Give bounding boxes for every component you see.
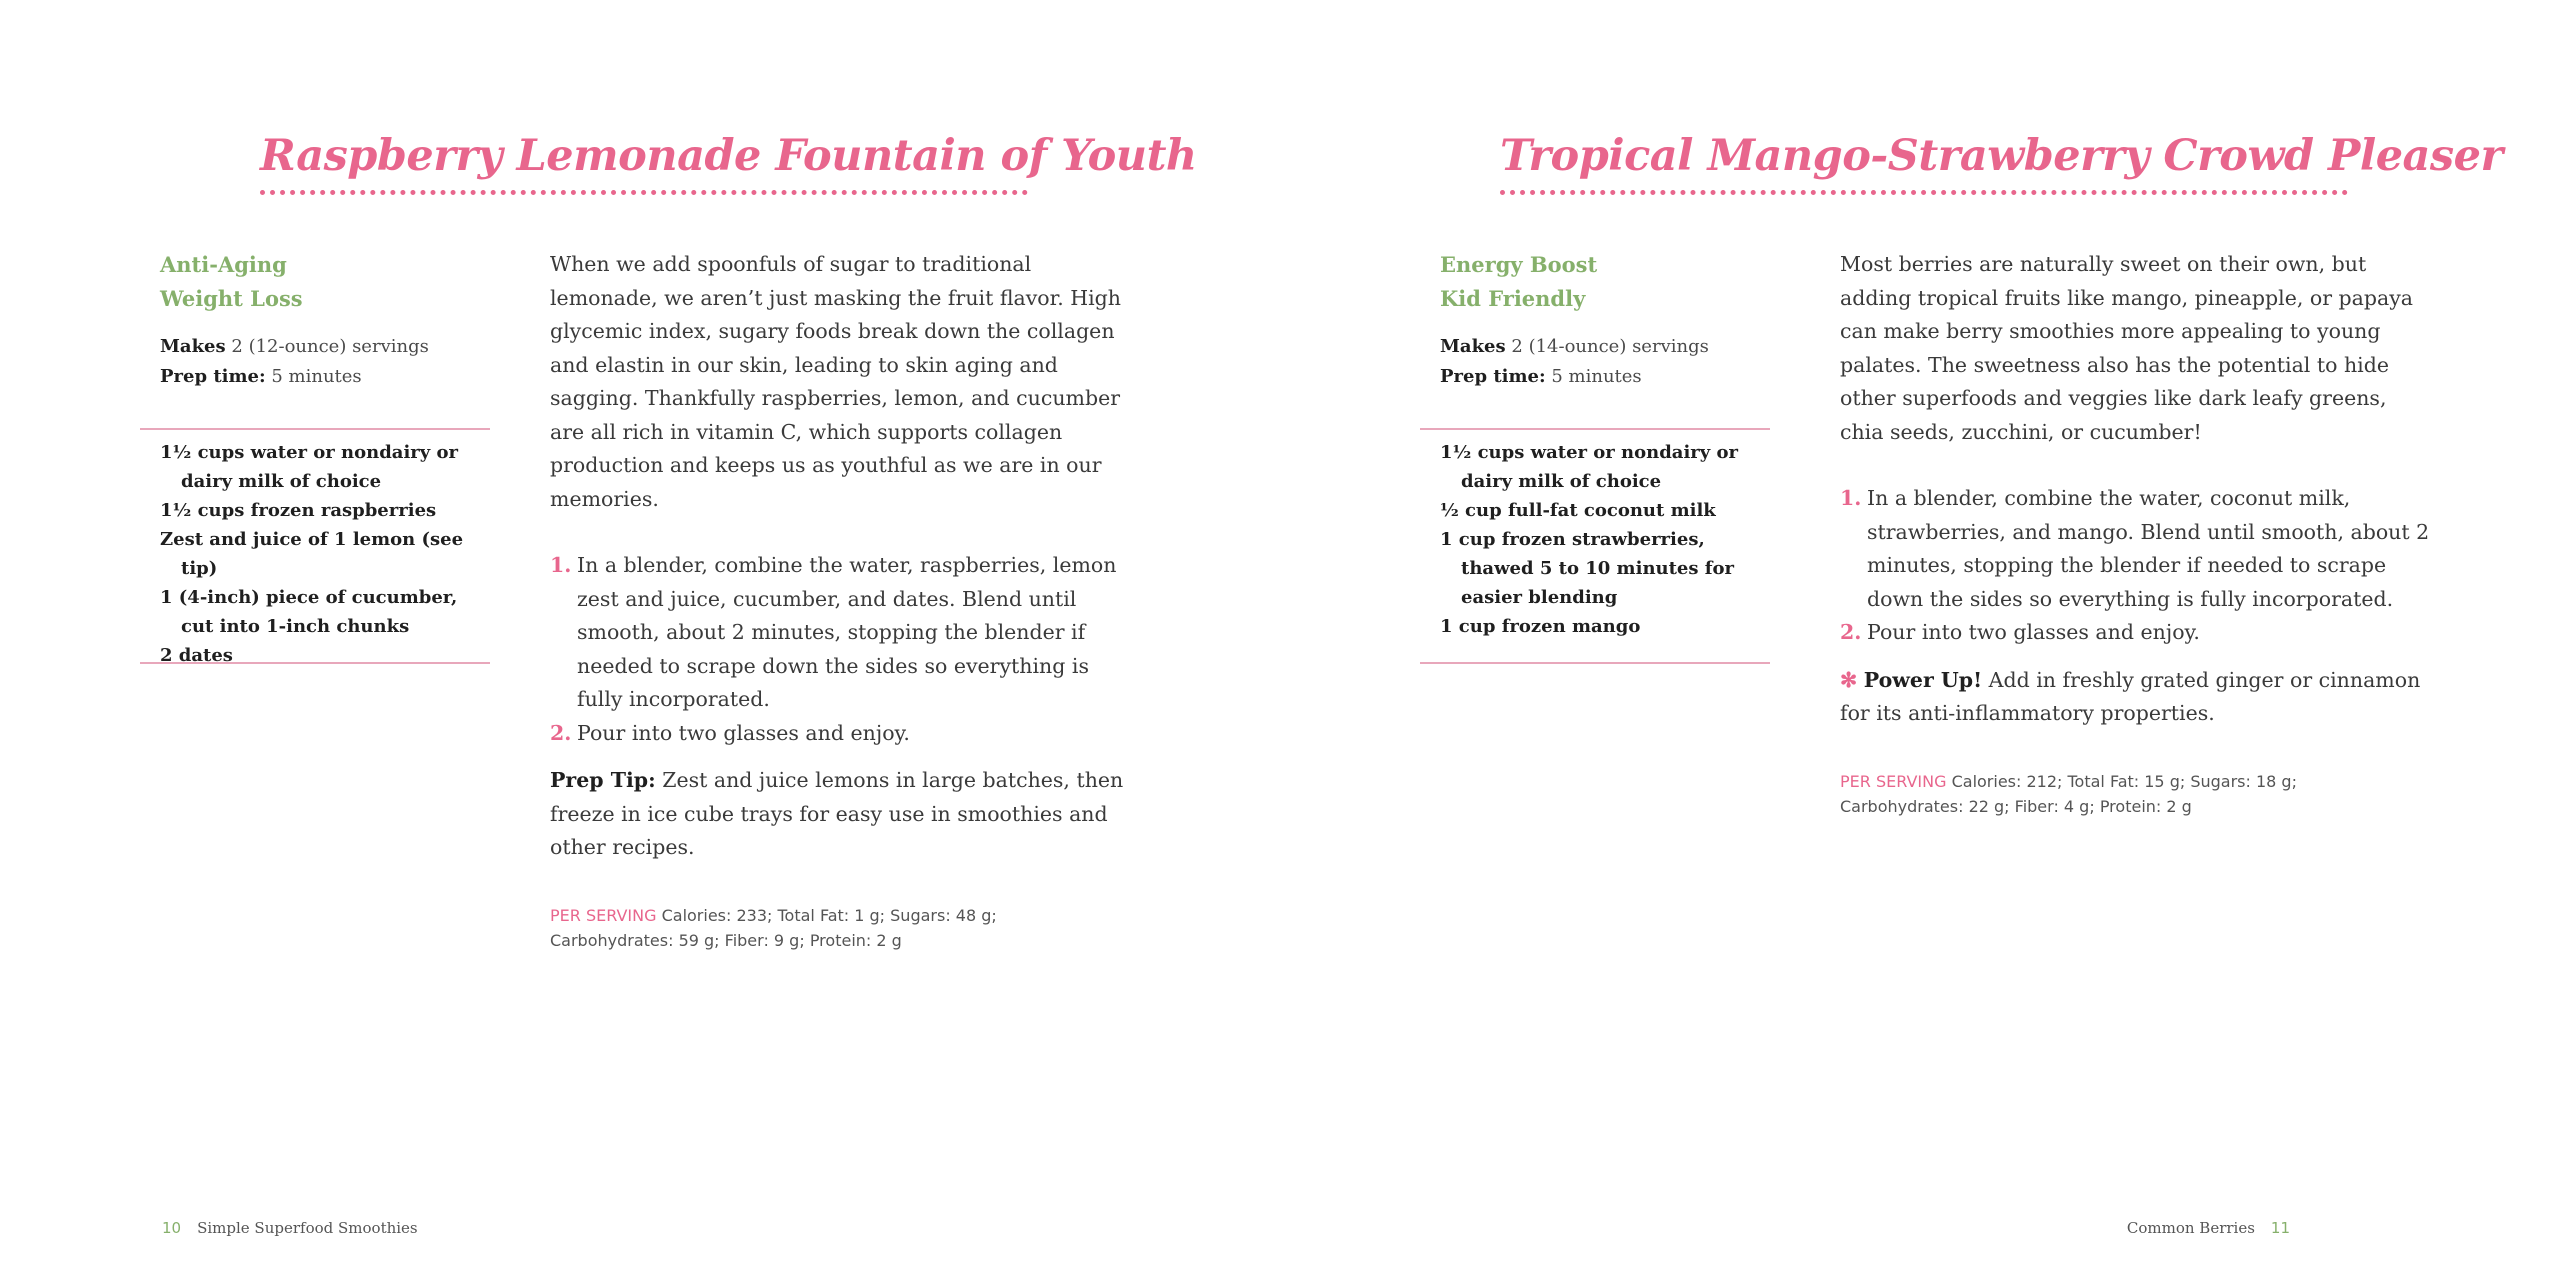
asterisk-icon: ✻ [1840,667,1858,692]
step-number: 1. [1840,486,1862,510]
method-step [550,549,1130,717]
prep-time-value: 5 minutes [1551,366,1642,387]
ingredient-item: 1½ cups water or nondairy or dairy milk of choice [1440,442,1738,492]
ingredients-bottom-rule [1420,662,1770,664]
nutrition-info [550,903,1130,953]
step-text: Pour into two glasses and enjoy. [1867,620,2200,644]
title-dotted-divider [1500,190,2348,195]
prep-tip [550,764,1130,865]
method-step [550,717,1130,751]
prep-time-value: 5 minutes [271,366,362,387]
makes-label: Makes [160,336,226,357]
benefit-tag: Kid Friendly [1440,286,1586,311]
ingredients-list [160,438,485,670]
step-text: In a blender, combine the water, coconut milk, strawberries, and mango. Blend until smooth, about 2 minutes, stopping the blender if needed to scrape down the sides so everything is fully incorporated. [1867,486,2430,611]
ingredient-item: 1 cup frozen mango [1440,616,1641,637]
prep-tip-text: Zest and juice lemons in large batches, then freeze in ice cube trays for easy use in smoothies and other recipes. [550,768,1124,859]
ingredient-item: 1½ cups water or nondairy or dairy milk of choice [160,442,458,492]
prep-time-label: Prep time: [1440,366,1546,387]
step-text: Pour into two glasses and enjoy. [577,720,910,745]
recipe-meta [1440,332,1770,392]
ingredient-item: ½ cup full-fat coconut milk [1440,500,1716,521]
step-number: 2. [550,720,572,745]
ingredient-item: 1½ cups frozen raspberries [160,500,437,521]
ingredient-item: Zest and juice of 1 lemon (see tip) [160,529,464,579]
benefit-tag: Anti-Aging [160,252,287,277]
step-number: 2. [1840,620,1862,644]
recipe-title: Raspberry Lemonade Fountain of Youth [260,131,1197,181]
prep-time-label: Prep time: [160,366,266,387]
ingredients-list [1440,438,1765,641]
right-page [1280,0,2560,1280]
nutrition-values: Calories: 212; Total Fat: 15 g; Sugars: 18 g; [1951,771,2297,791]
method-step [1840,616,2430,650]
page-number: 11 [2270,1219,2290,1237]
recipe-body [550,248,1130,953]
power-up-label: Power Up! [1863,667,1983,692]
makes-value: 2 (14-ounce) servings [1511,336,1709,357]
page-footer [162,1218,418,1238]
benefit-tag: Energy Boost [1440,252,1598,277]
nutrition-line [1840,769,2430,794]
method-steps [550,549,1130,750]
nutrition-line [550,903,1130,928]
yield-line [160,332,490,362]
step-number: 1. [550,553,572,577]
yield-line [1440,332,1770,362]
page-number: 10 [162,1219,182,1237]
ingredient-item: 1 (4-inch) piece of cucumber, cut into 1-inch chunks [160,587,458,637]
intro-paragraph: When we add spoonfuls of sugar to traditional lemonade, we aren’t just masking the fruit flavor. High glycemic index, sugary foods break down the collagen and elastin in our skin, leading to skin aging and sagging. Thankfully raspberries, lemon, and cucumber are all rich in vitamin C, which supports collagen production and keeps us as youthful as we are in our memories. [550,252,1121,511]
nutrition-line: Carbohydrates: 22 g; Fiber: 4 g; Protein: 2 g [1840,796,2192,816]
title-dotted-divider [260,190,1028,195]
benefit-tag: Weight Loss [160,286,303,311]
ingredients-top-rule [140,428,490,430]
ingredient-item: 1 cup frozen strawberries, thawed 5 to 10 minutes for easier blending [1440,529,1735,608]
power-up-text: Add in freshly grated ginger or cinnamon for its anti-inflammatory properties. [1840,667,2421,725]
step-text: In a blender, combine the water, raspberries, lemon zest and juice, cucumber, and dates. Blend until smooth, about 2 minutes, stopping the blender if needed to scrape down the sides so everything is fully incorporated. [577,553,1117,711]
ingredients-bottom-rule [140,662,490,664]
nutrition-line: Carbohydrates: 59 g; Fiber: 9 g; Protein: 2 g [550,930,902,950]
method-steps [1840,482,2430,650]
recipe-title: Tropical Mango-Strawberry Crowd Pleaser [1500,131,2503,181]
method-step [1840,482,2430,616]
intro-paragraph: Most berries are naturally sweet on their own, but adding tropical fruits like mango, pineapple, or papaya can make berry smoothies more appealing to young palates. The sweetness also has the potential to hide other superfoods and veggies like dark leafy greens, chia seeds, zucchini, or cucumber! [1840,252,2414,444]
recipe-sidebar [160,248,490,392]
per-serving-label: PER SERVING [1840,771,1947,791]
prep-tip-label: Prep Tip: [550,768,656,792]
nutrition-info [1840,769,2430,819]
prep-time-line [1440,362,1770,392]
per-serving-label: PER SERVING [550,905,657,925]
prep-time-line [160,362,490,392]
running-head: Simple Superfood Smoothies [197,1219,418,1237]
recipe-meta [160,332,490,392]
running-head: Common Berries [2126,1219,2255,1237]
makes-label: Makes [1440,336,1506,357]
recipe-body [1840,248,2430,819]
power-up-note [1840,664,2430,731]
recipe-sidebar [1440,248,1770,392]
page-footer [2127,1218,2290,1238]
nutrition-values: Calories: 233; Total Fat: 1 g; Sugars: 48 g; [661,905,997,925]
ingredients-top-rule [1420,428,1770,430]
ingredient-item: 2 dates [160,645,233,666]
makes-value: 2 (12-ounce) servings [231,336,429,357]
